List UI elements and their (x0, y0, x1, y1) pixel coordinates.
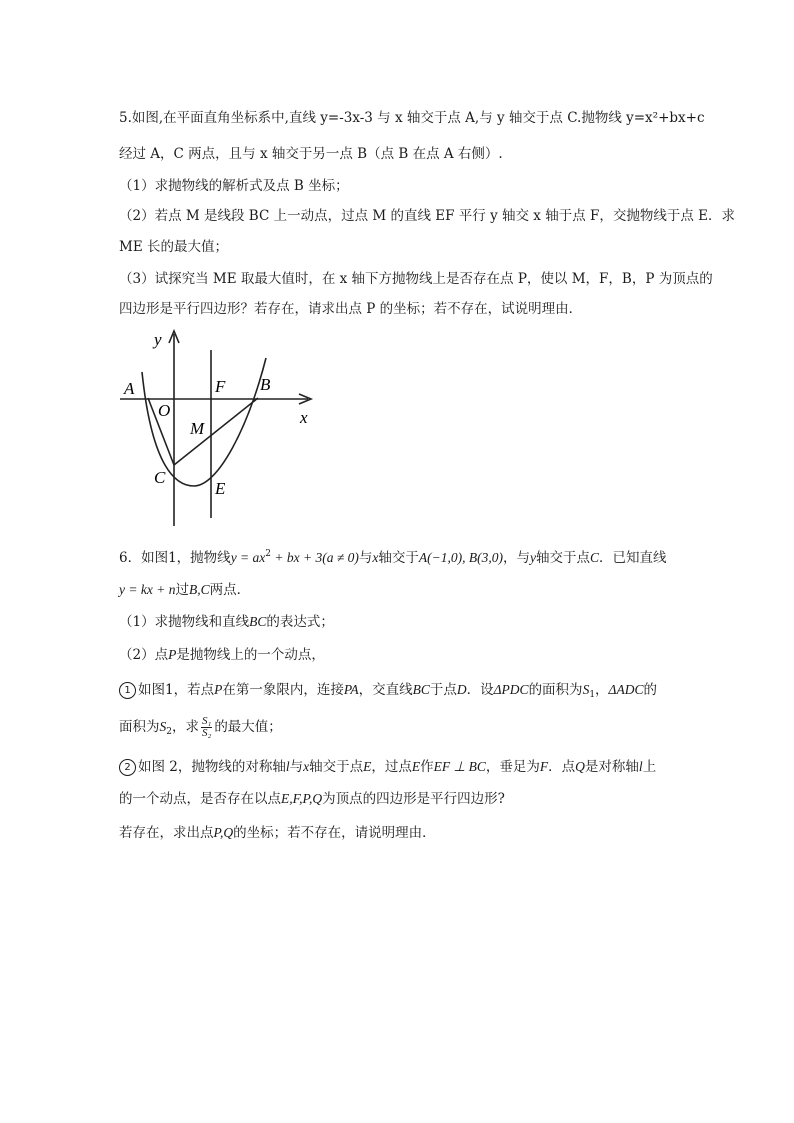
p6-line-1: 6．如图1，抛物线$y = ax^2$ + bx + 3(a ≠ 0)与x轴交于A(−1,0), B(3,0)，与y轴交于点C．已知直线 (119, 549, 667, 566)
p6-subq-2: 2 如图 2，抛物线的对称轴l与x轴交于点E，过点E作EF ⊥ BC，垂足为F．点Q是对称轴l上 (119, 757, 656, 777)
p6-subq-1: 1 如图1，若点P在第一象限内，连接PA，交直线BC于点D．设ΔPDC的面积为$S_1$，ΔADC的 (119, 680, 657, 705)
p6-subq-1-cont: 面积为$S_2$，求 $\frac{\text{S₁}}{\text{S₂}}$ 的最大值； (119, 715, 282, 739)
p5-question-2: （2）若点 M 是线段 BC 上一动点，过点 M 的直线 EF 平行 y 轴交 x 轴于点 F，交抛物线于点 E．求 (119, 208, 735, 224)
p6-question-2: （2）点P是抛物线上的一个动点， (119, 647, 325, 663)
fraction-s1-s2: $\frac{\text{S₁}}{\text{S₂}}$ (201, 715, 212, 739)
p5-line-2: 经过 A，C 两点，且与 x 轴交于另一点 B（点 B 在点 A 右侧）. (119, 146, 503, 162)
label-c: C (154, 468, 166, 487)
label-x: x (300, 408, 308, 427)
p5-question-1: （1）求抛物线的解析式及点 B 坐标； (119, 178, 349, 194)
p6-line-2: y = kx + n过B,C两点． (119, 582, 251, 598)
label-f: F (215, 377, 226, 396)
p5-question-3-cont: 四边形是平行四边形？若存在，请求出点 P 的坐标；若不存在，试说明理由． (119, 301, 583, 317)
p6-subq-2-cont: 的一个动点，是否存在以点E,F,P,Q为顶点的四边形是平行四边形? (119, 791, 505, 807)
p6-subq-2-final: 若存在，求出点P,Q的坐标；若不存在，请说明理由． (119, 825, 436, 841)
p5-question-3: （3）试探究当 ME 取最大值时，在 x 轴下方抛物线上是否存在点 P，使以 M，F，B，P 为顶点的 (119, 271, 713, 287)
p5-question-2-cont: ME 长的最大值； (119, 239, 228, 255)
circled-number-2: 2 (119, 759, 136, 776)
circled-number-1: 1 (119, 682, 136, 699)
label-y: y (154, 330, 162, 349)
label-e: E (215, 479, 226, 498)
label-b: B (260, 375, 271, 394)
parabola-figure (118, 328, 318, 528)
p6-question-1: （1）求抛物线和直线BC的表达式； (119, 614, 334, 630)
line-bc (174, 398, 258, 465)
label-o: O (158, 401, 171, 420)
label-m: M (190, 419, 205, 438)
p5-line-1: 5.如图,在平面直角坐标系中,直线 y=-3x-3 与 x 轴交于点 A,与 y 轴交于点 C.抛物线 y=x²+bx+c (119, 110, 705, 126)
label-a: A (124, 379, 135, 398)
